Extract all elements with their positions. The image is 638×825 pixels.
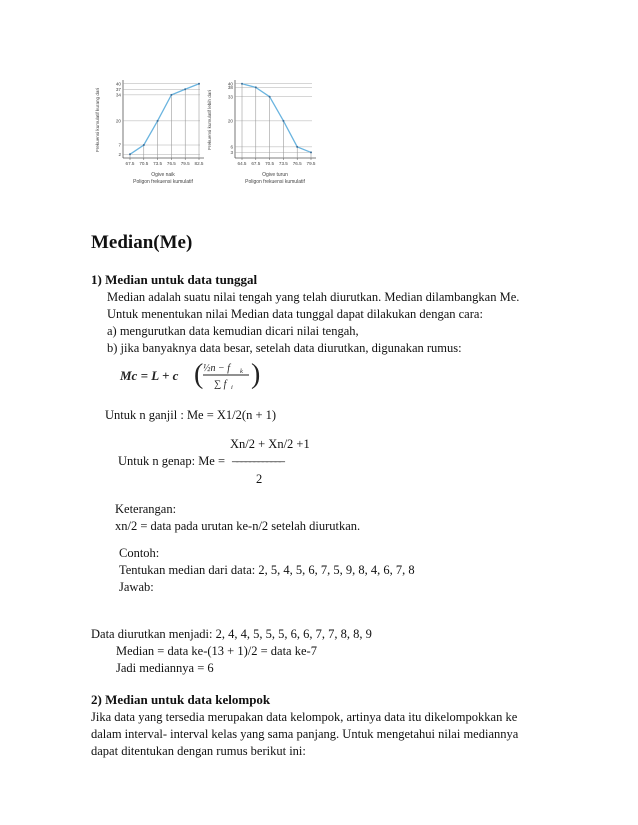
x-tick-label: 79.5 <box>180 161 190 166</box>
formula-numerator-sub: k <box>240 368 243 375</box>
x-tick-label: 67.5 <box>251 161 261 166</box>
y-tick-label: 40 <box>227 81 233 87</box>
data-point <box>184 88 186 90</box>
even-fraction-line: –––––––––––– <box>232 454 283 468</box>
formula-denominator-sub: i <box>231 384 233 391</box>
contoh-label: Contoh: <box>119 546 160 560</box>
median-formula <box>118 356 268 394</box>
y-tick-label: 38 <box>227 85 233 91</box>
chart-caption-1: Ogive turun <box>262 172 288 178</box>
chart-caption-1: Ogive naik <box>151 172 175 178</box>
paragraph: Untuk menentukan nilai Median data tunggal dapat dilakukan dengan cara: <box>107 307 483 321</box>
y-tick-label: 37 <box>115 86 121 92</box>
series-line <box>130 84 199 155</box>
y-tick-label: 20 <box>115 118 121 124</box>
y-tick-label: 7 <box>118 142 121 148</box>
data-point <box>198 83 200 85</box>
x-tick-label: 64.5 <box>237 161 247 166</box>
ogive-naik-chart <box>90 74 208 192</box>
even-denominator: 2 <box>256 472 263 486</box>
paragraph: Jika data yang tersedia merupakan data kelompok, artinya data itu dikelompokkan ke <box>91 710 518 724</box>
ogive-turun-chart <box>202 74 320 192</box>
y-tick-label: 34 <box>115 92 121 98</box>
y-tick-label: 20 <box>227 118 233 124</box>
paragraph: Median adalah suatu nilai tengah yang telah diurutkan. Median dilambangkan Me. <box>107 290 520 304</box>
y-axis-label: Frekuensi kumulatif lebih dari <box>207 90 212 150</box>
y-axis-label: Frekuensi kumulatif kurang dari <box>95 87 100 153</box>
x-tick-label: 76.5 <box>166 161 176 166</box>
formula-numerator: ½n − f <box>203 363 231 374</box>
even-numerator: Xn/2 + Xn/2 +1 <box>230 437 310 451</box>
page-title: Median(Me) <box>91 232 193 253</box>
series-line <box>242 84 311 153</box>
formula-paren-open: ( <box>194 359 204 390</box>
data-point <box>241 83 243 85</box>
y-tick-label: 6 <box>230 144 233 150</box>
data-point <box>255 86 257 88</box>
chart-caption-2: Poligon frekuensi kumulatif <box>133 179 193 185</box>
formula-lhs: Mc = L + c <box>120 368 179 383</box>
data-point <box>143 144 145 146</box>
y-tick-label: 3 <box>230 150 233 156</box>
data-point <box>296 146 298 148</box>
median-calculation: Median = data ke-(13 + 1)/2 = data ke-7 <box>116 644 317 658</box>
odd-rule: Untuk n ganjil : Me = X1/2(n + 1) <box>105 408 277 422</box>
x-tick-label: 76.5 <box>292 161 302 166</box>
x-tick-label: 82.5 <box>194 161 204 166</box>
even-label: Untuk n genap: Me = <box>118 454 226 468</box>
list-item-a: a) mengurutkan data kemudian dicari nilai tengah, <box>107 324 359 338</box>
x-tick-label: 73.5 <box>153 161 163 166</box>
y-tick-label: 40 <box>115 81 121 87</box>
keterangan-text: xn/2 = data pada urutan ke-n/2 setelah diurutkan. <box>115 519 361 533</box>
y-tick-label: 2 <box>118 151 121 157</box>
paragraph: dapat ditentukan dengan rumus berikut ini: <box>91 744 306 758</box>
data-point <box>269 96 271 98</box>
keterangan-label: Keterangan: <box>115 502 177 516</box>
jawab-label: Jawab: <box>119 580 154 594</box>
sorted-data: Data diurutkan menjadi: 2, 4, 4, 5, 5, 5, 6, 6, 7, 7, 8, 8, 9 <box>91 627 372 641</box>
formula-denominator: ∑ f <box>214 379 227 390</box>
section-1-heading: 1) Median untuk data tunggal <box>91 272 258 287</box>
list-item-b: b) jika banyaknya data besar, setelah data diurutkan, digunakan rumus: <box>107 341 462 355</box>
example-question: Tentukan median dari data: 2, 5, 4, 5, 6, 7, 5, 9, 8, 4, 6, 7, 8 <box>119 563 415 577</box>
data-point <box>170 94 172 96</box>
formula-paren-close: ) <box>251 359 261 390</box>
median-result: Jadi mediannya = 6 <box>116 661 214 675</box>
chart-caption-2: Poligon frekuensi kumulatif <box>245 179 305 185</box>
data-point <box>282 120 284 122</box>
data-point <box>310 151 312 153</box>
y-tick-label: 33 <box>227 94 233 100</box>
data-point <box>129 153 131 155</box>
x-tick-label: 79.5 <box>306 161 316 166</box>
x-tick-label: 70.5 <box>265 161 275 166</box>
data-point <box>157 120 159 122</box>
paragraph: dalam interval- interval kelas yang sama panjang. Untuk mengetahui nilai mediannya <box>91 727 519 741</box>
x-tick-label: 70.5 <box>139 161 149 166</box>
x-tick-label: 73.5 <box>278 161 288 166</box>
x-tick-label: 67.5 <box>125 161 135 166</box>
section-2-heading: 2) Median untuk data kelompok <box>91 692 271 707</box>
